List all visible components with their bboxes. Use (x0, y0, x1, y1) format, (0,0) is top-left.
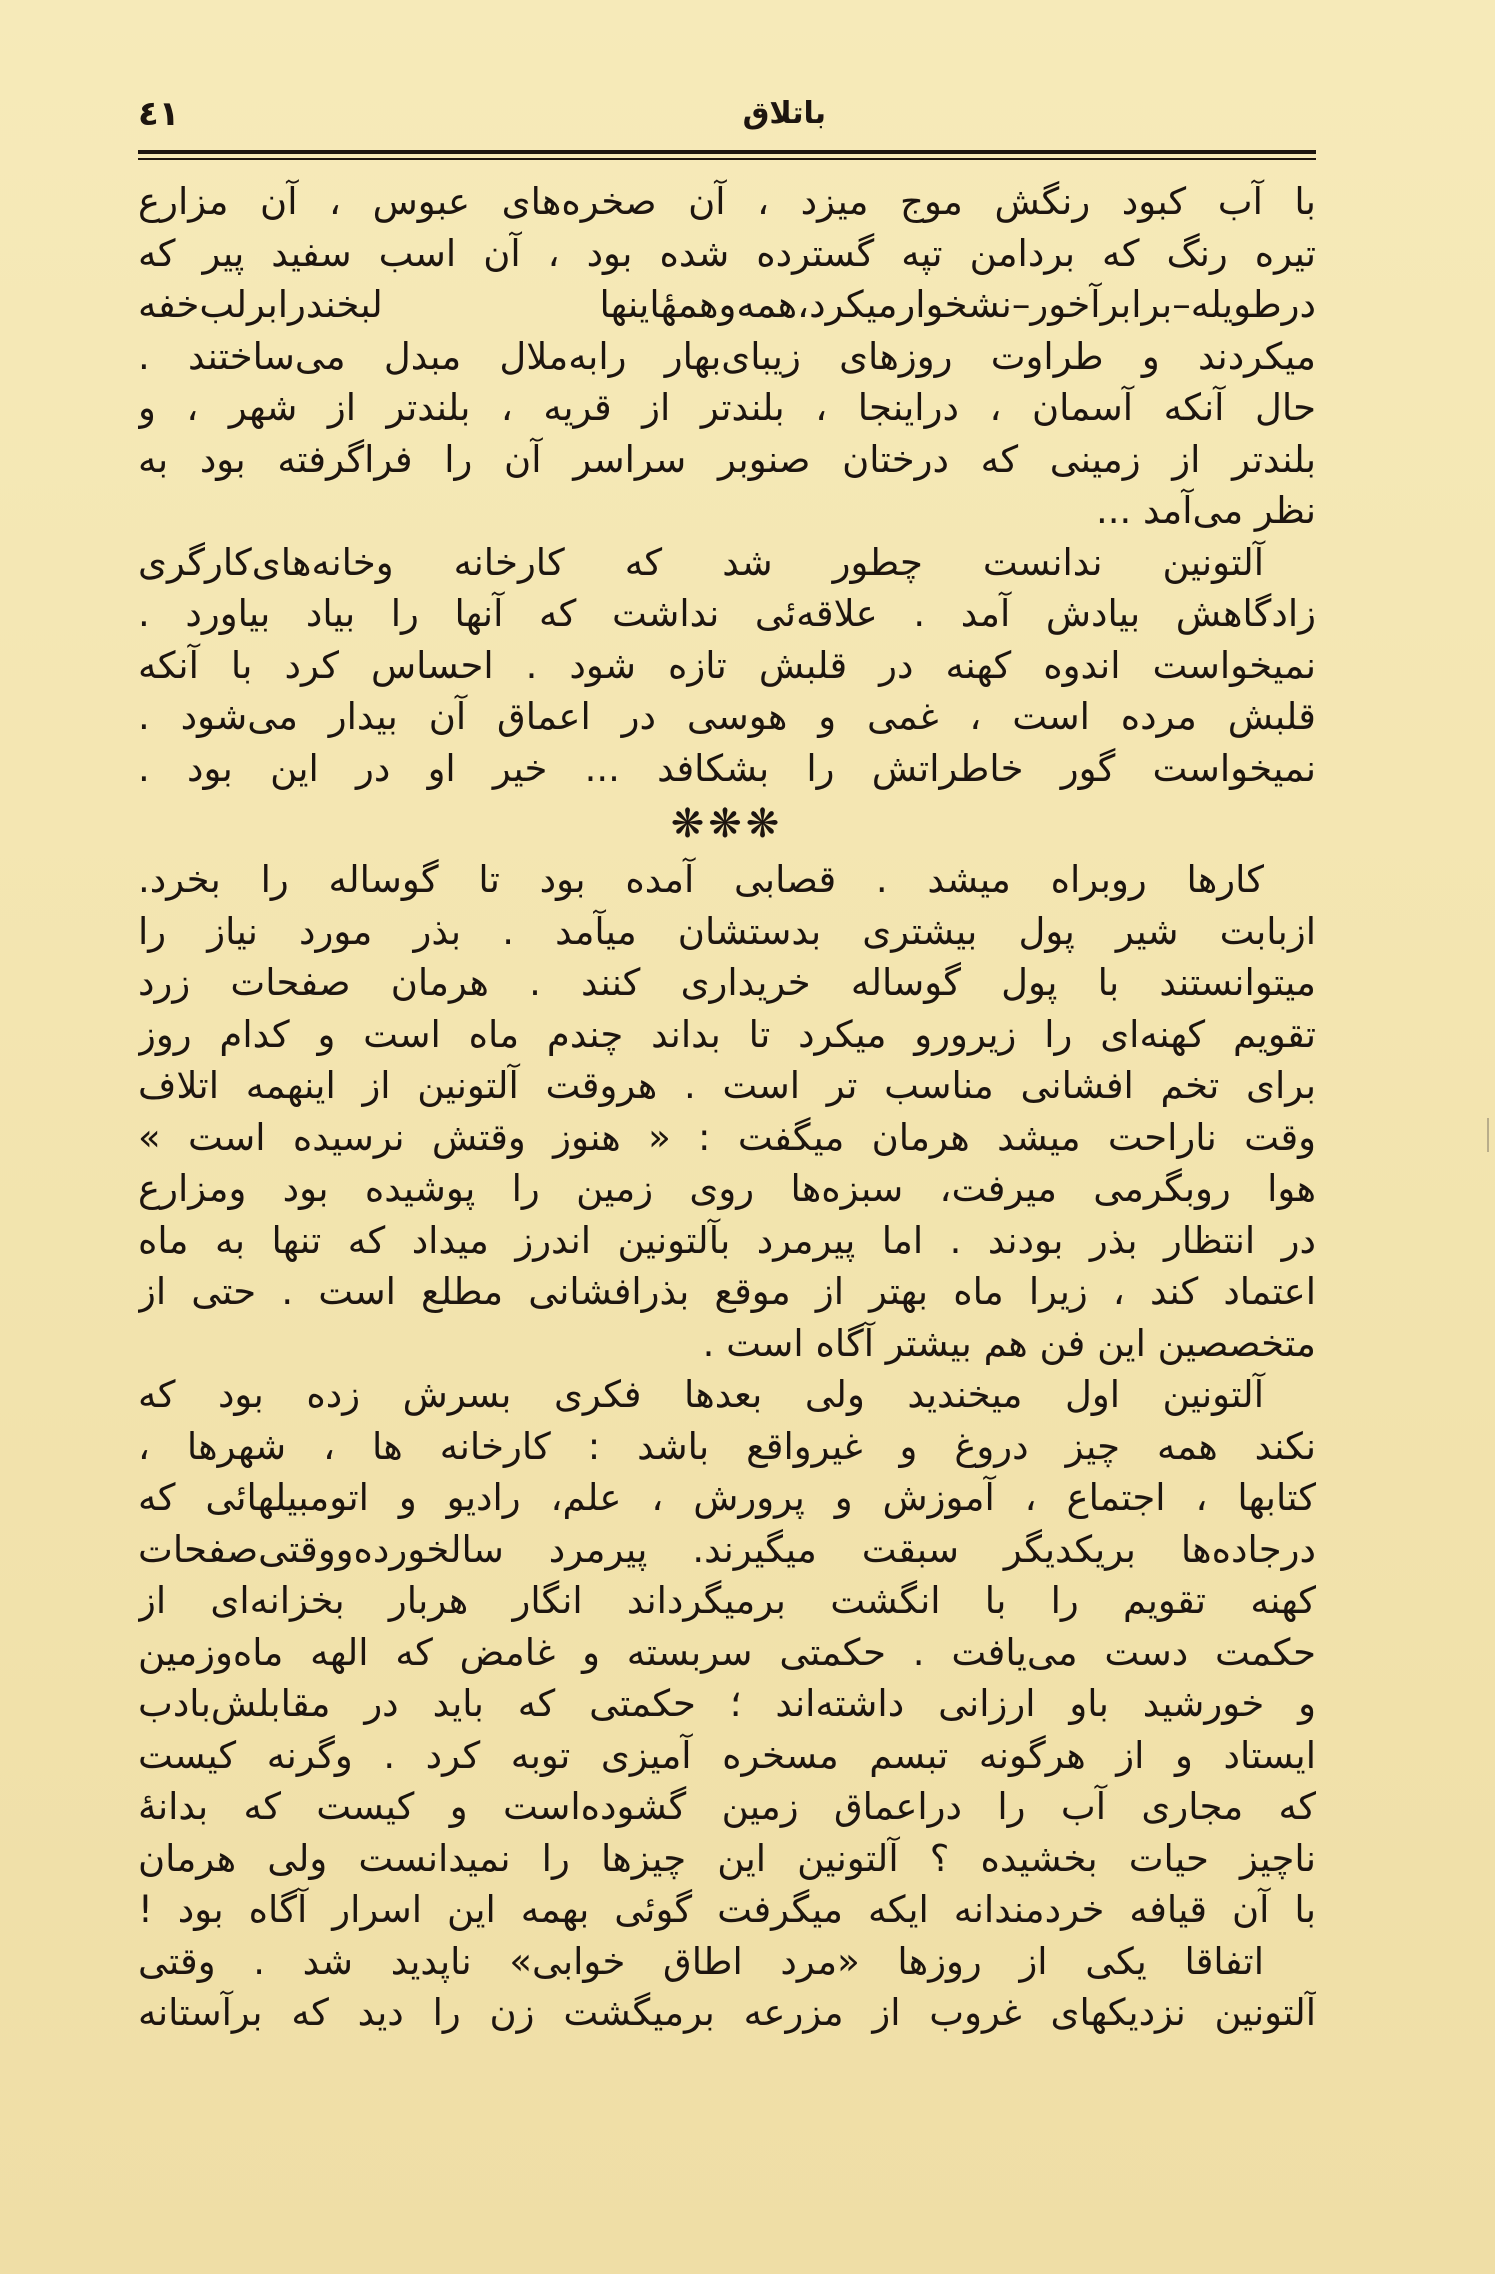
page-edge-mark (1477, 1118, 1489, 1152)
text-line: نمیخواست اندوه کهنه در قلبش تازه شود . احساس کرد با آنکه (138, 643, 1316, 687)
text-line: ازبابت شیر پول بیشتری بدستشان میآمد . بذر مورد نیاز را (138, 909, 1316, 953)
text-line: ناچیز حیات بخشیده ؟ آلتونین این چیزها را نمیدانست ولی هرمان (138, 1836, 1316, 1880)
text-line: که مجاری آب را دراعماق زمین گشوده‌است و کیست که بدانهٔ (138, 1785, 1316, 1828)
text-line: زادگاهش بیادش آمد . علاقه‌ئی نداشت که آنها را بیاد بیاورد . (138, 592, 1316, 635)
text-line: متخصصین این فن هم بیشتر آگاه است . (702, 1321, 1316, 1365)
body-text (138, 176, 1316, 2039)
text-line: بلندتر از زمینی که درختان صنوبر سراسر آن را فراگرفته بود به (138, 437, 1316, 481)
text-line: نکند همه چیز دروغ و غیرواقع باشد : کارخانه ها ، شهرها ، (138, 1424, 1316, 1468)
header-rule-thin (138, 158, 1316, 160)
text-line: آلتونین نزدیکهای غروب از مزرعه برمیگشت زن را دید که برآستانه (138, 1991, 1316, 2034)
text-line: کتابها ، اجتماع ، آموزش و پرورش ، علم، رادیو و اتومبیلهائی که (138, 1476, 1316, 1519)
text-line: درطویله–برابرآخور–نشخوارمیکرد،همه‌وهمهٔاینها لبخندرابرلب‌خفه (138, 283, 1316, 326)
text-line: تیره رنگ که بردامن تپه گسترده شده بود ، آن اسب سفید پیر که (138, 231, 1316, 275)
text-line: نظر می‌آمد ... (1095, 489, 1316, 532)
text-line: آلتونین ندانست چطور شد که کارخانه وخانه‌های‌کارگری (138, 540, 1264, 584)
text-line: حال آنکه آسمان ، دراینجا ، بلندتر از قریه ، بلندتر از شهر ، و (138, 386, 1316, 429)
page-number: ٤١ (138, 94, 180, 134)
text-line: وقت ناراحت میشد هرمان میگفت : « هنوز وقتش نرسیده است » (138, 1115, 1316, 1159)
text-line: کهنه تقویم را با انگشت برمیگرداند انگار هربار بخزانه‌ای از (138, 1579, 1316, 1622)
text-line: تقویم کهنه‌ای را زیرورو میکرد تا بداند چندم ماه است و کدام روز (138, 1012, 1316, 1056)
text-line: نمیخواست گور خاطراتش را بشکافد ... خیر او در این بود . (138, 746, 1316, 790)
text-line: آلتونین اول میخندید ولی بعدها فکری بسرش زده بود که (138, 1373, 1264, 1416)
chapter-title: باتلاق (742, 96, 826, 131)
text-line: قلبش مرده است ، غمی و هوسی در اعماق آن بیدار می‌شود . (138, 695, 1316, 738)
text-line: کارها روبراه میشد . قصابی آمده بود تا گوساله را بخرد. (138, 858, 1264, 901)
text-line: حکمت دست می‌یافت . حکمتی سربسته و غامض که الهه ماه‌وزمین (138, 1630, 1316, 1674)
text-line: درجاده‌ها بریکدیگر سبقت میگیرند. پیرمرد سالخورده‌ووقتی‌صفحات (138, 1527, 1316, 1571)
text-line: میتوانستند با پول گوساله خریداری کنند . هرمان صفحات زرد (138, 961, 1316, 1004)
header-rule-thick (138, 150, 1316, 154)
text-line: در انتظار بذر بودند . اما پیرمرد بآلتونین اندرز میداد که تنها به ماه (138, 1218, 1316, 1262)
text-line: اتفاقا یکی از روزها «مرد اطاق خوابی» ناپدید شد . وقتی (138, 1939, 1264, 1983)
text-line: با آب کبود رنگش موج میزد ، آن صخره‌های عبوس ، آن مزارع (138, 180, 1316, 223)
text-line: ایستاد و از هرگونه تبسم مسخره آمیزی توبه کرد . وگرنه کیست (138, 1733, 1316, 1777)
text-line: با آن قیافه خردمندانه ایکه میگرفت گوئی بهمه این اسرار آگاه بود ! (138, 1888, 1316, 1931)
section-separator: ❋❋❋ (670, 801, 784, 847)
text-line: اعتماد کند ، زیرا ماه بهتر از موقع بذرافشانی مطلع است . حتی از (138, 1270, 1316, 1313)
text-line: و خورشید باو ارزانی داشته‌اند ؛ حکمتی که باید در مقابلش‌بادب (138, 1682, 1316, 1725)
text-line: هوا روبگرمی میرفت، سبزه‌ها روی زمین را پوشیده بود ومزارع (138, 1167, 1316, 1210)
text-line: برای تخم افشانی مناسب تر است . هروقت آلتونین از اینهمه اتلاف (138, 1064, 1316, 1107)
running-header (138, 88, 1316, 148)
text-line: میکردند و طراوت روزهای زیبای‌بهار رابه‌ملال مبدل می‌ساختند . (138, 334, 1316, 378)
